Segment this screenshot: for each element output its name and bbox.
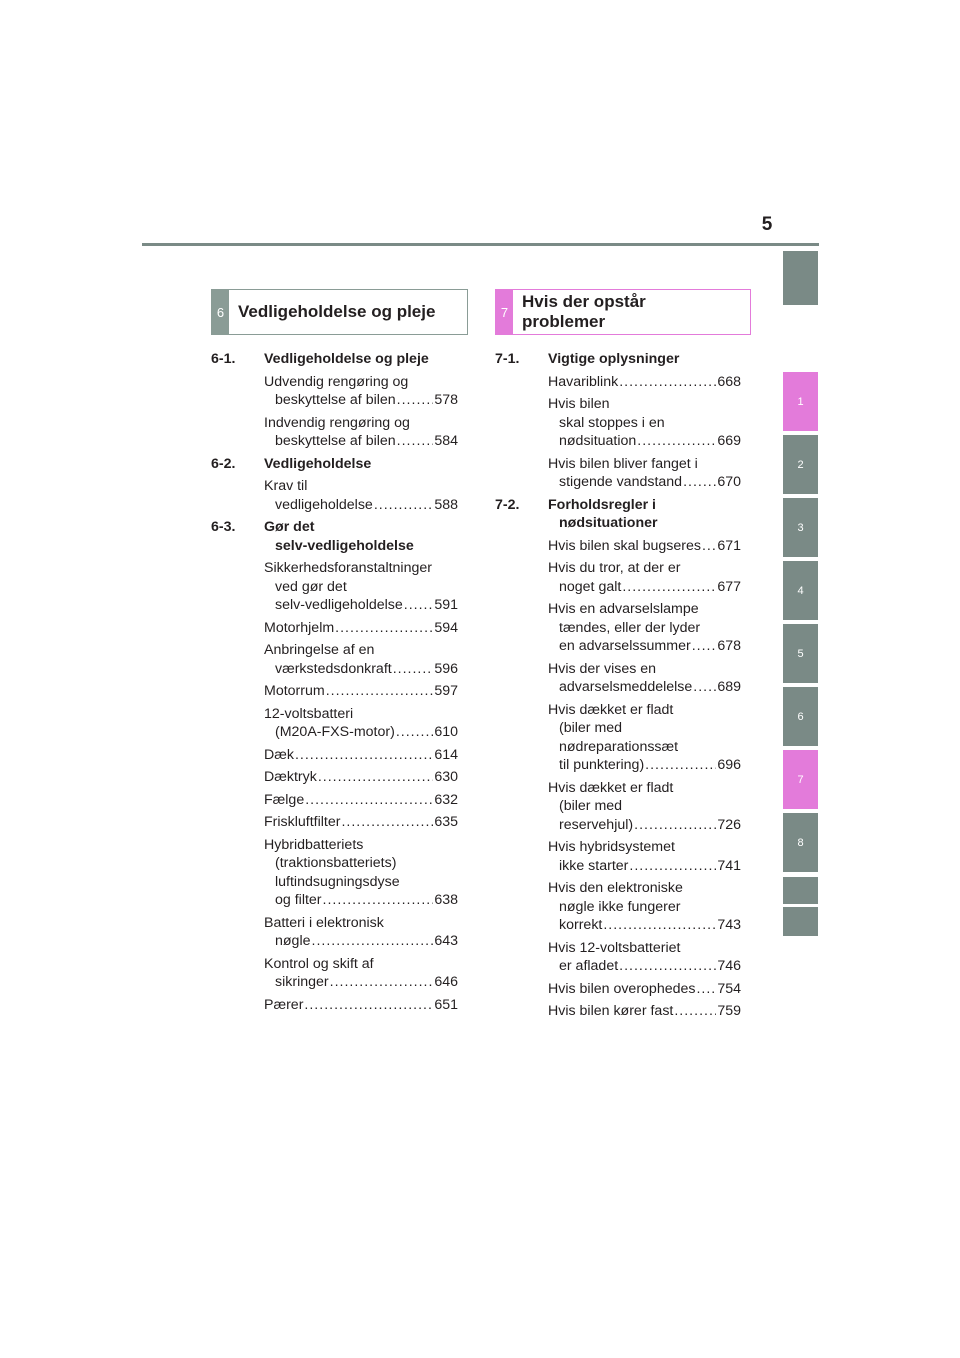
header-rule (142, 243, 819, 246)
toc-page-number: 610 (434, 724, 458, 740)
toc-entry-line: Anbringelse af en (264, 642, 375, 658)
dot-leader (295, 746, 433, 765)
dot-leader (619, 373, 716, 392)
toc-page-number: 741 (717, 857, 741, 874)
dot-leader (619, 957, 716, 976)
toc-entry[interactable] (264, 914, 458, 951)
toc-entry-label: er afladet (559, 958, 619, 974)
dot-leader (622, 578, 716, 597)
toc-entry[interactable] (548, 660, 741, 697)
toc-entry-label: og filter (275, 892, 322, 908)
toc-page-number: 759 (717, 1003, 741, 1019)
toc-entry-label: selv-vedligeholdelse (275, 597, 403, 613)
toc-group-number: 6-1. (211, 351, 236, 367)
toc-page-number: 646 (434, 974, 458, 990)
toc-entry-label: korrekt (559, 917, 603, 933)
toc-group-number: 6-2. (211, 455, 236, 472)
toc-entry[interactable] (264, 682, 458, 701)
toc-page-number: 594 (434, 619, 458, 636)
toc-page-number: 638 (434, 892, 458, 908)
toc-entry[interactable] (264, 641, 458, 678)
toc-entry-line: Hvis bilen bliver fanget i (548, 455, 698, 472)
dot-leader (374, 496, 434, 515)
toc-entry[interactable] (264, 477, 458, 514)
toc-entry-last-line (548, 473, 741, 492)
toc-entry[interactable] (548, 980, 741, 999)
toc-entry[interactable] (548, 600, 741, 656)
dot-leader (326, 682, 434, 701)
toc-entry-last-line (548, 980, 741, 999)
toc-entry-line: Hvis bilen (548, 396, 610, 412)
toc-group-number: 7-2. (495, 496, 520, 513)
toc-entry-line: luftindsugningsdyse (275, 873, 400, 890)
toc-page-number: 591 (434, 597, 458, 613)
toc-entry-line: (traktionsbatteriets) (275, 855, 397, 871)
toc-page-number: 584 (434, 433, 458, 449)
section-title (513, 290, 646, 334)
toc-entry-last-line (264, 682, 458, 701)
dot-leader (629, 857, 716, 876)
toc-entry-line: skal stoppes i en (559, 414, 665, 431)
toc-group-title-line: Gør det (264, 519, 315, 535)
toc-page-number: 669 (717, 433, 741, 449)
toc-group-heading[interactable] (211, 455, 458, 474)
dot-leader (312, 932, 434, 951)
toc-entry-label: Havariblink (548, 373, 619, 390)
dot-leader (393, 660, 434, 679)
toc-entry-last-line (264, 746, 458, 765)
toc-group-heading[interactable] (211, 350, 458, 369)
toc-entry-last-line (264, 996, 458, 1015)
toc-entry-label: vedligeholdelse (275, 496, 373, 513)
toc-entry-last-line (264, 723, 458, 742)
chapter-tab-blank[interactable] (783, 251, 818, 305)
toc-page-number: 614 (434, 746, 458, 763)
toc-entry-last-line (548, 1002, 741, 1021)
section-number: 7 (496, 290, 513, 334)
toc-page-number: 635 (434, 814, 458, 830)
toc-entry-line: Udvendig rengøring og (264, 373, 409, 390)
toc-entry-last-line (548, 637, 741, 656)
section-header-6 (211, 289, 468, 335)
toc-entry-label: (M20A-FXS-motor) (275, 724, 395, 740)
toc-entry-line: Hvis den elektroniske (548, 880, 683, 896)
dot-leader (702, 537, 716, 556)
dot-leader (674, 1002, 716, 1021)
toc-entry-label: ikke starter (559, 857, 629, 874)
toc-entry-last-line (264, 432, 458, 451)
toc-group-title (264, 518, 458, 555)
toc-entry-line: ved gør det (275, 578, 347, 595)
toc-page-number: 596 (434, 660, 458, 677)
toc-entry[interactable] (548, 455, 741, 492)
toc-entry[interactable] (264, 414, 458, 451)
chapter-tab-blank[interactable] (783, 877, 818, 904)
toc-entry[interactable] (264, 559, 458, 615)
dot-leader (304, 996, 433, 1015)
toc-page-number: 671 (717, 537, 741, 554)
toc-entry[interactable] (548, 1002, 741, 1021)
toc-page-number: 588 (434, 496, 458, 513)
chapter-tab-7[interactable]: 7 (783, 750, 818, 809)
toc-page-number: 743 (717, 917, 741, 933)
toc-entry-label: Dæk (264, 746, 294, 763)
toc-entry[interactable] (548, 373, 741, 392)
toc-group-title-line: nødsituationer (559, 515, 658, 531)
toc-entry[interactable] (264, 373, 458, 410)
toc-entry-last-line (264, 660, 458, 679)
toc-page-number: 754 (717, 980, 741, 997)
toc-entry-line: Hybridbatteriets (264, 836, 364, 853)
toc-group (211, 455, 458, 515)
toc-group (211, 518, 458, 1014)
dot-leader (397, 432, 434, 451)
toc-column-7 (495, 350, 741, 1025)
toc-entry[interactable] (264, 955, 458, 992)
toc-entry-line: nødreparationssæt (559, 738, 679, 755)
toc-group-number: 7-1. (495, 351, 520, 367)
toc-page-number: 668 (717, 373, 741, 390)
dot-leader (330, 973, 434, 992)
dot-leader (645, 756, 716, 775)
toc-entry-line: tændes, eller der lyder (559, 619, 701, 636)
toc-entry-line: Hvis hybridsystemet (548, 839, 675, 855)
toc-group-title-line: Vedligeholdelse (264, 455, 372, 472)
toc-entry-last-line (548, 578, 741, 597)
toc-page-number: 597 (434, 683, 458, 699)
toc-entry-line: Sikkerhedsforanstaltninger (264, 560, 432, 576)
toc-group-title (264, 455, 458, 474)
section-title-text (522, 292, 646, 332)
toc-entry-last-line (548, 957, 741, 976)
toc-entry[interactable] (264, 813, 458, 832)
toc-entry-last-line (264, 768, 458, 787)
toc-entry[interactable] (548, 395, 741, 451)
toc-page-number: 651 (434, 996, 458, 1013)
toc-entry-last-line (264, 596, 458, 615)
toc-page-number: 677 (717, 578, 741, 595)
toc-entry-last-line (264, 932, 458, 951)
toc-entry-line: nøgle ikke fungerer (559, 898, 681, 915)
toc-entry-label: Motorrum (264, 683, 325, 699)
toc-entry-line: (biler med (559, 798, 623, 814)
chapter-tab-8[interactable]: 8 (783, 813, 818, 872)
toc-entry-line: Hvis dækket er fladt (548, 701, 674, 718)
toc-entry-last-line (548, 756, 741, 775)
dot-leader (305, 791, 433, 810)
toc-page-number: 678 (717, 638, 741, 654)
dot-leader (637, 432, 716, 451)
toc-entry-last-line (264, 391, 458, 410)
section-title-line: problemer (522, 312, 606, 331)
toc-group-heading[interactable] (495, 496, 741, 533)
chapter-tab-6[interactable]: 6 (783, 687, 818, 746)
toc-group-number: 6-3. (211, 519, 236, 535)
chapter-tab-4[interactable]: 4 (783, 561, 818, 620)
toc-page-number: 578 (434, 392, 458, 408)
toc-group-title (264, 350, 458, 369)
toc-entry[interactable] (264, 746, 458, 765)
toc-entry-label: nødsituation (559, 433, 637, 449)
toc-column-6 (211, 350, 458, 1018)
dot-leader (692, 637, 717, 656)
toc-entry-line: Hvis en advarselslampe (548, 601, 699, 617)
section-number: 6 (212, 290, 229, 334)
toc-group (495, 496, 741, 1021)
toc-entry-last-line (548, 537, 741, 556)
dot-leader (323, 891, 434, 910)
toc-entry-label: beskyttelse af bilen (275, 433, 396, 449)
toc-entry-last-line (548, 432, 741, 451)
toc-entry-label: stigende vandstand (559, 474, 683, 490)
chapter-tab-1[interactable]: 1 (783, 372, 818, 431)
toc-entry-last-line (548, 816, 741, 835)
toc-group (495, 350, 741, 492)
toc-entry-line: Krav til (264, 478, 308, 494)
toc-entry[interactable] (548, 779, 741, 835)
toc-page-number: 696 (717, 757, 741, 773)
section-header-7 (495, 289, 751, 335)
dot-leader (397, 391, 434, 410)
toc-entry-label: Hvis bilen skal bugseres (548, 537, 701, 554)
toc-entry-label: Fælge (264, 791, 305, 808)
toc-entry-last-line (264, 496, 458, 515)
toc-entry-label: sikringer (275, 974, 329, 990)
toc-page-number: 689 (717, 679, 741, 695)
dot-leader (396, 723, 434, 742)
toc-group-title-line: selv-vedligeholdelse (275, 537, 414, 554)
toc-entry-line: 12-voltsbatteri (264, 705, 354, 722)
toc-entry[interactable] (264, 996, 458, 1015)
dot-leader (404, 596, 434, 615)
toc-entry-last-line (264, 973, 458, 992)
toc-page-number: 746 (717, 958, 741, 974)
toc-group-title-line: Forholdsregler i (548, 496, 656, 513)
toc-entry-label: til punktering) (559, 757, 645, 773)
toc-entry[interactable] (264, 619, 458, 638)
toc-entry-label: værkstedsdonkraft (275, 660, 392, 677)
toc-entry-label: beskyttelse af bilen (275, 392, 396, 408)
toc-page-number: 670 (717, 474, 741, 490)
toc-entry-line: Hvis dækket er fladt (548, 779, 674, 796)
toc-entry[interactable] (548, 559, 741, 596)
toc-entry-line: Hvis du tror, at der er (548, 560, 681, 576)
toc-entry-last-line (548, 373, 741, 392)
toc-entry-line: Indvendig rengøring og (264, 414, 410, 431)
dot-leader (318, 768, 434, 787)
chapter-tab-3[interactable]: 3 (783, 498, 818, 557)
toc-group-title-line: Vigtige oplysninger (548, 351, 680, 367)
toc-page-number: 726 (717, 816, 741, 833)
toc-entry[interactable] (264, 705, 458, 742)
toc-entry[interactable] (264, 768, 458, 787)
toc-group-heading[interactable] (211, 518, 458, 555)
dot-leader (634, 816, 716, 835)
toc-entry[interactable] (548, 701, 741, 775)
toc-entry-label: Pærer (264, 996, 304, 1013)
toc-entry-label: advarselsmeddelelse (559, 679, 693, 695)
toc-entry-last-line (264, 791, 458, 810)
toc-entry-label: reservehjul) (559, 816, 634, 833)
toc-entry-last-line (548, 916, 741, 935)
toc-group (211, 350, 458, 451)
toc-entry-last-line (548, 857, 741, 876)
toc-entry-line: Batteri i elektronisk (264, 914, 384, 931)
toc-entry-label: noget galt (559, 578, 622, 595)
toc-entry-line: Hvis der vises en (548, 660, 657, 677)
toc-group-heading[interactable] (495, 350, 741, 369)
page-number: 5 (761, 214, 773, 235)
toc-entry-label: Hvis bilen kører fast (548, 1003, 674, 1019)
toc-entry-label: Dæktryk (264, 769, 317, 785)
dot-leader (603, 916, 716, 935)
dot-leader (696, 980, 716, 999)
toc-entry[interactable] (548, 838, 741, 875)
dot-leader (335, 619, 433, 638)
toc-entry[interactable] (548, 879, 741, 935)
dot-leader (683, 473, 716, 492)
toc-entry-last-line (264, 813, 458, 832)
toc-entry[interactable] (548, 537, 741, 556)
toc-entry-label: Hvis bilen overophedes (548, 980, 696, 997)
toc-entry-last-line (264, 891, 458, 910)
toc-entry[interactable] (264, 836, 458, 910)
toc-entry-last-line (264, 619, 458, 638)
toc-entry-label: en advarselssummer (559, 638, 691, 654)
section-title-line: Hvis der opstår (522, 292, 646, 311)
chapter-tab-2[interactable]: 2 (783, 435, 818, 494)
toc-entry-last-line (548, 678, 741, 697)
toc-entry-line: Hvis 12-voltsbatteriet (548, 939, 681, 956)
dot-leader (693, 678, 716, 697)
chapter-tab-5[interactable]: 5 (783, 624, 818, 683)
chapter-tab-blank[interactable] (783, 907, 818, 936)
toc-entry[interactable] (548, 939, 741, 976)
toc-page-number: 630 (434, 769, 458, 785)
toc-entry-label: nøgle (275, 933, 311, 949)
section-title: Vedligeholdelse og pleje (238, 302, 436, 321)
dot-leader (341, 813, 433, 832)
toc-page-number: 643 (434, 933, 458, 949)
toc-entry-line: (biler med (559, 720, 623, 736)
toc-entry-line: Kontrol og skift af (264, 955, 374, 972)
toc-group-title-line: Vedligeholdelse og pleje (264, 351, 429, 367)
toc-group-title (548, 350, 741, 369)
toc-entry-label: Friskluftfilter (264, 814, 341, 830)
toc-entry[interactable] (264, 791, 458, 810)
toc-page-number: 632 (434, 791, 458, 808)
toc-entry-label: Motorhjelm (264, 619, 335, 636)
toc-group-title (548, 496, 741, 533)
